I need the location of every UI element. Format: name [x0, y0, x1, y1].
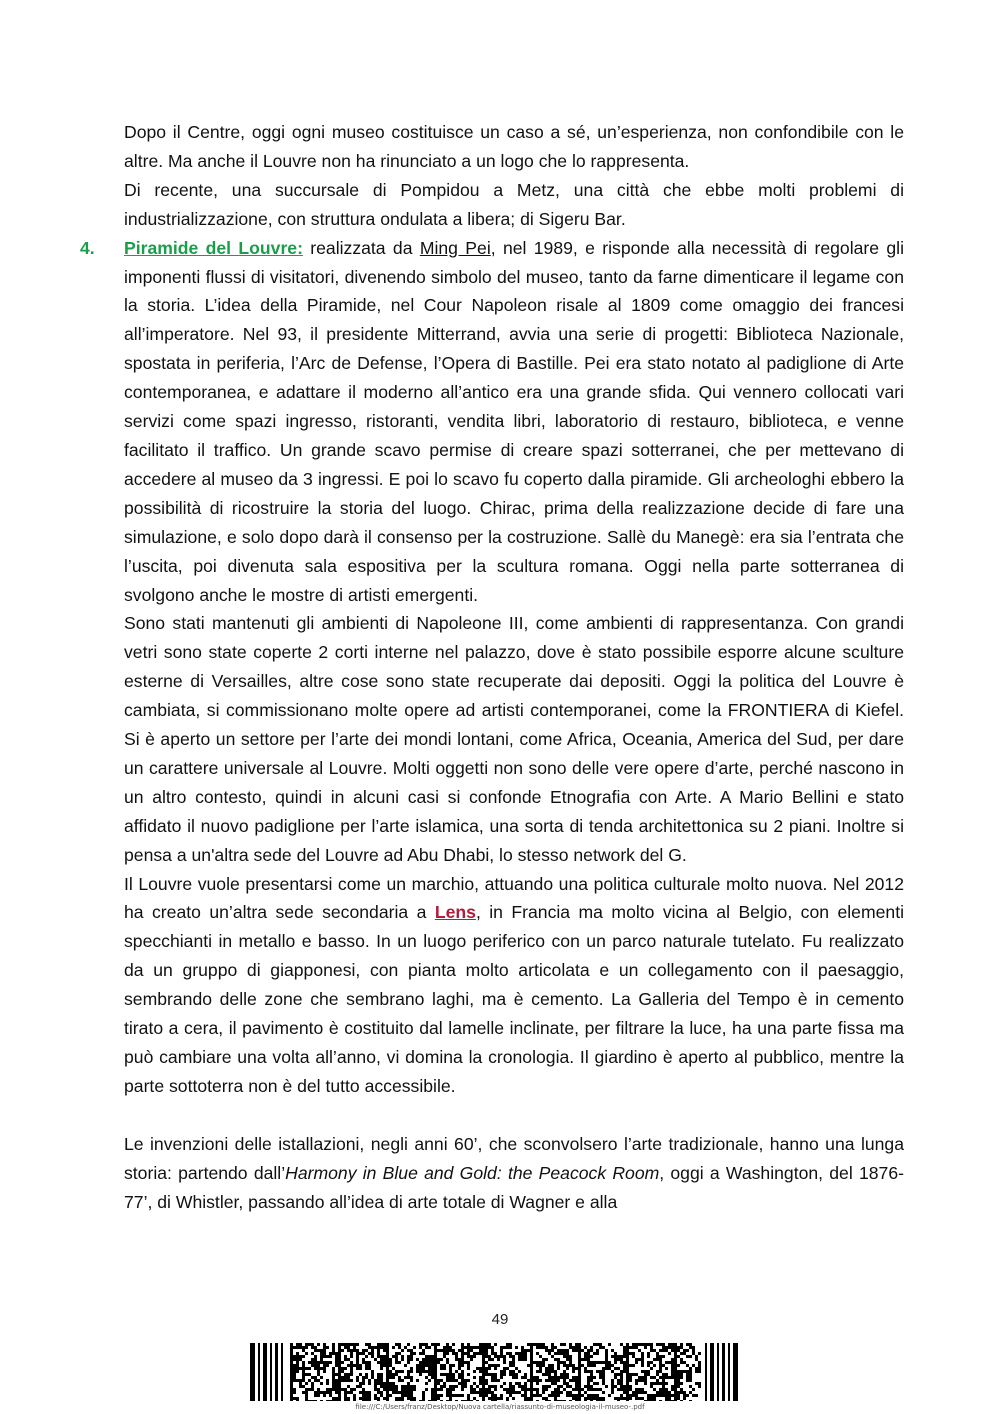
architect-name: Ming Pei	[419, 237, 491, 258]
paragraph-spacer	[124, 1101, 904, 1130]
page-body	[80, 118, 904, 1216]
piramide-paragraph	[124, 234, 904, 610]
closing-text-a: Le invenzioni delle istallazioni, negli anni 60’, che sconvolsero l’arte tradizionale, hanno una lunga storia: partendo dall’	[124, 1133, 904, 1183]
piramide-text-a: realizzata da	[302, 237, 420, 258]
list-number: 4.	[80, 237, 95, 258]
lens-text-a: Il Louvre vuole presentarsi come un marchio, attuando una politica culturale molto nuova. Nel 2012 ha creato un’altra sede secondaria a	[124, 873, 904, 923]
footer-file-path: file:///C:/Users/franz/Desktop/Nuova cartella/riassunto-di-museologia-il-museo-.pdf	[355, 1403, 645, 1411]
page-number: 49	[491, 1311, 509, 1328]
closing-text-b: , oggi a Washington, del 1876- 77’, di Whistler, passando all’idea di arte totale di Wagner e alla	[124, 1162, 904, 1212]
artwork-title: Harmony in Blue and Gold: the Peacock Room	[285, 1162, 660, 1183]
list-item-piramide	[80, 234, 904, 1101]
intro-line-1: Dopo il Centre, oggi ogni museo costituisce un caso a sé, un’esperienza, non confondibile con le altre. Ma anche il Louvre non ha rinunciato a un logo che lo rappresenta.	[124, 122, 904, 171]
closing-paragraph	[124, 1130, 904, 1217]
lens-link[interactable]: Lens	[434, 902, 476, 923]
intro-paragraph	[124, 118, 904, 234]
piramide-heading-link[interactable]: Piramide del Louvre:	[124, 237, 303, 258]
barcode-image	[250, 1343, 740, 1401]
lens-text-b: , in Francia ma molto vicina al Belgio, con elementi specchianti in metallo e basso. In un luogo periferico con un parco naturale tutelato. Fu realizzato da un gruppo di giapponesi, con pianta molto articolata e un collegamento con il paesaggio, sembrando delle zone che sembrano laghi, ma è cemento. La Galleria del Tempo è in cemento tirato a cera, il pavimento è costituito dal lamelle inclinate, per filtrare la luce, ha una parte fissa ma può cambiare una volta all’anno, vi domina la cronologia. Il giardino è aperto al pubblico, mentre la parte sottoterra non è del tutto accessibile.	[124, 902, 904, 1096]
lens-paragraph	[124, 870, 904, 1101]
piramide-text-b: , nel 1989, e risponde alla necessità di regolare gli imponenti flussi di visitatori, divenendo simbolo del museo, tanto da farne dimenticare il legame con la storia. L’idea della Piramide, nel Cour Napoleon risale al 1809 come omaggio dei francesi all’imperatore. Nel 93, il presidente Mitterrand, avvia una serie di progetti: Biblioteca Nazionale, spostata in periferia, l’Arc de Defense, l’Opera di Bastille. Pei era stato notato al padiglione di Arte contemporanea, e adattare il moderno all’antico era una grande sfida. Qui vennero collocati vari servizi come spazi ingresso, ristoranti, vendita libri, laboratorio di restauro, biblioteca, e venne facilitato il traffico. Un grande scavo permise di creare spazi sotterranei, che per mettevano di accedere al museo da 3 ingressi. E poi lo scavo fu coperto dalla piramide. Gli archeologhi ebbero la possibilità di ricostruire la storia del luogo. Chirac, prima della realizzazione decide di fare una simulazione, e solo dopo darà il consenso per la costruzione. Sallè du Manegè: era sia l’entrata che l’uscita, poi divenuta sala espositiva per la scultura romana. Oggi nella parte sotterranea di svolgono anche le mostre di artisti emergenti.	[124, 237, 904, 605]
napoleone-paragraph: Sono stati mantenuti gli ambienti di Napoleone III, come ambienti di rappresentanza. Con grandi vetri sono state coperte 2 corti interne nel palazzo, dove è stato possibile esporre alcune sculture esterne di Versailles, altre cose sono state recuperate dai depositi. Oggi la politica del Louvre è cambiata, si commissionano molte opere ad artisti contemporanei, come la FRONTIERA di Kiefel. Si è aperto un settore per l’arte dei mondi lontani, come Africa, Oceania, America del Sud, per dare un carattere universale al Louvre. Molti oggetti non sono delle vere opere d’arte, perché nascono in un altro contesto, quindi in alcuni casi si confonde Etnografia con Arte. A Mario Bellini e stato affidato il nuovo padiglione per l’arte islamica, una sorta di tenda architettonica su 2 piani. Inoltre si pensa a un'altra sede del Louvre ad Abu Dhabi, lo stesso network del G.	[124, 613, 904, 865]
intro-line-2: Di recente, una succursale di Pompidou a Metz, una città che ebbe molti problemi di industrializzazione, con struttura ondulata a libera; di Sigeru Bar.	[124, 179, 904, 229]
